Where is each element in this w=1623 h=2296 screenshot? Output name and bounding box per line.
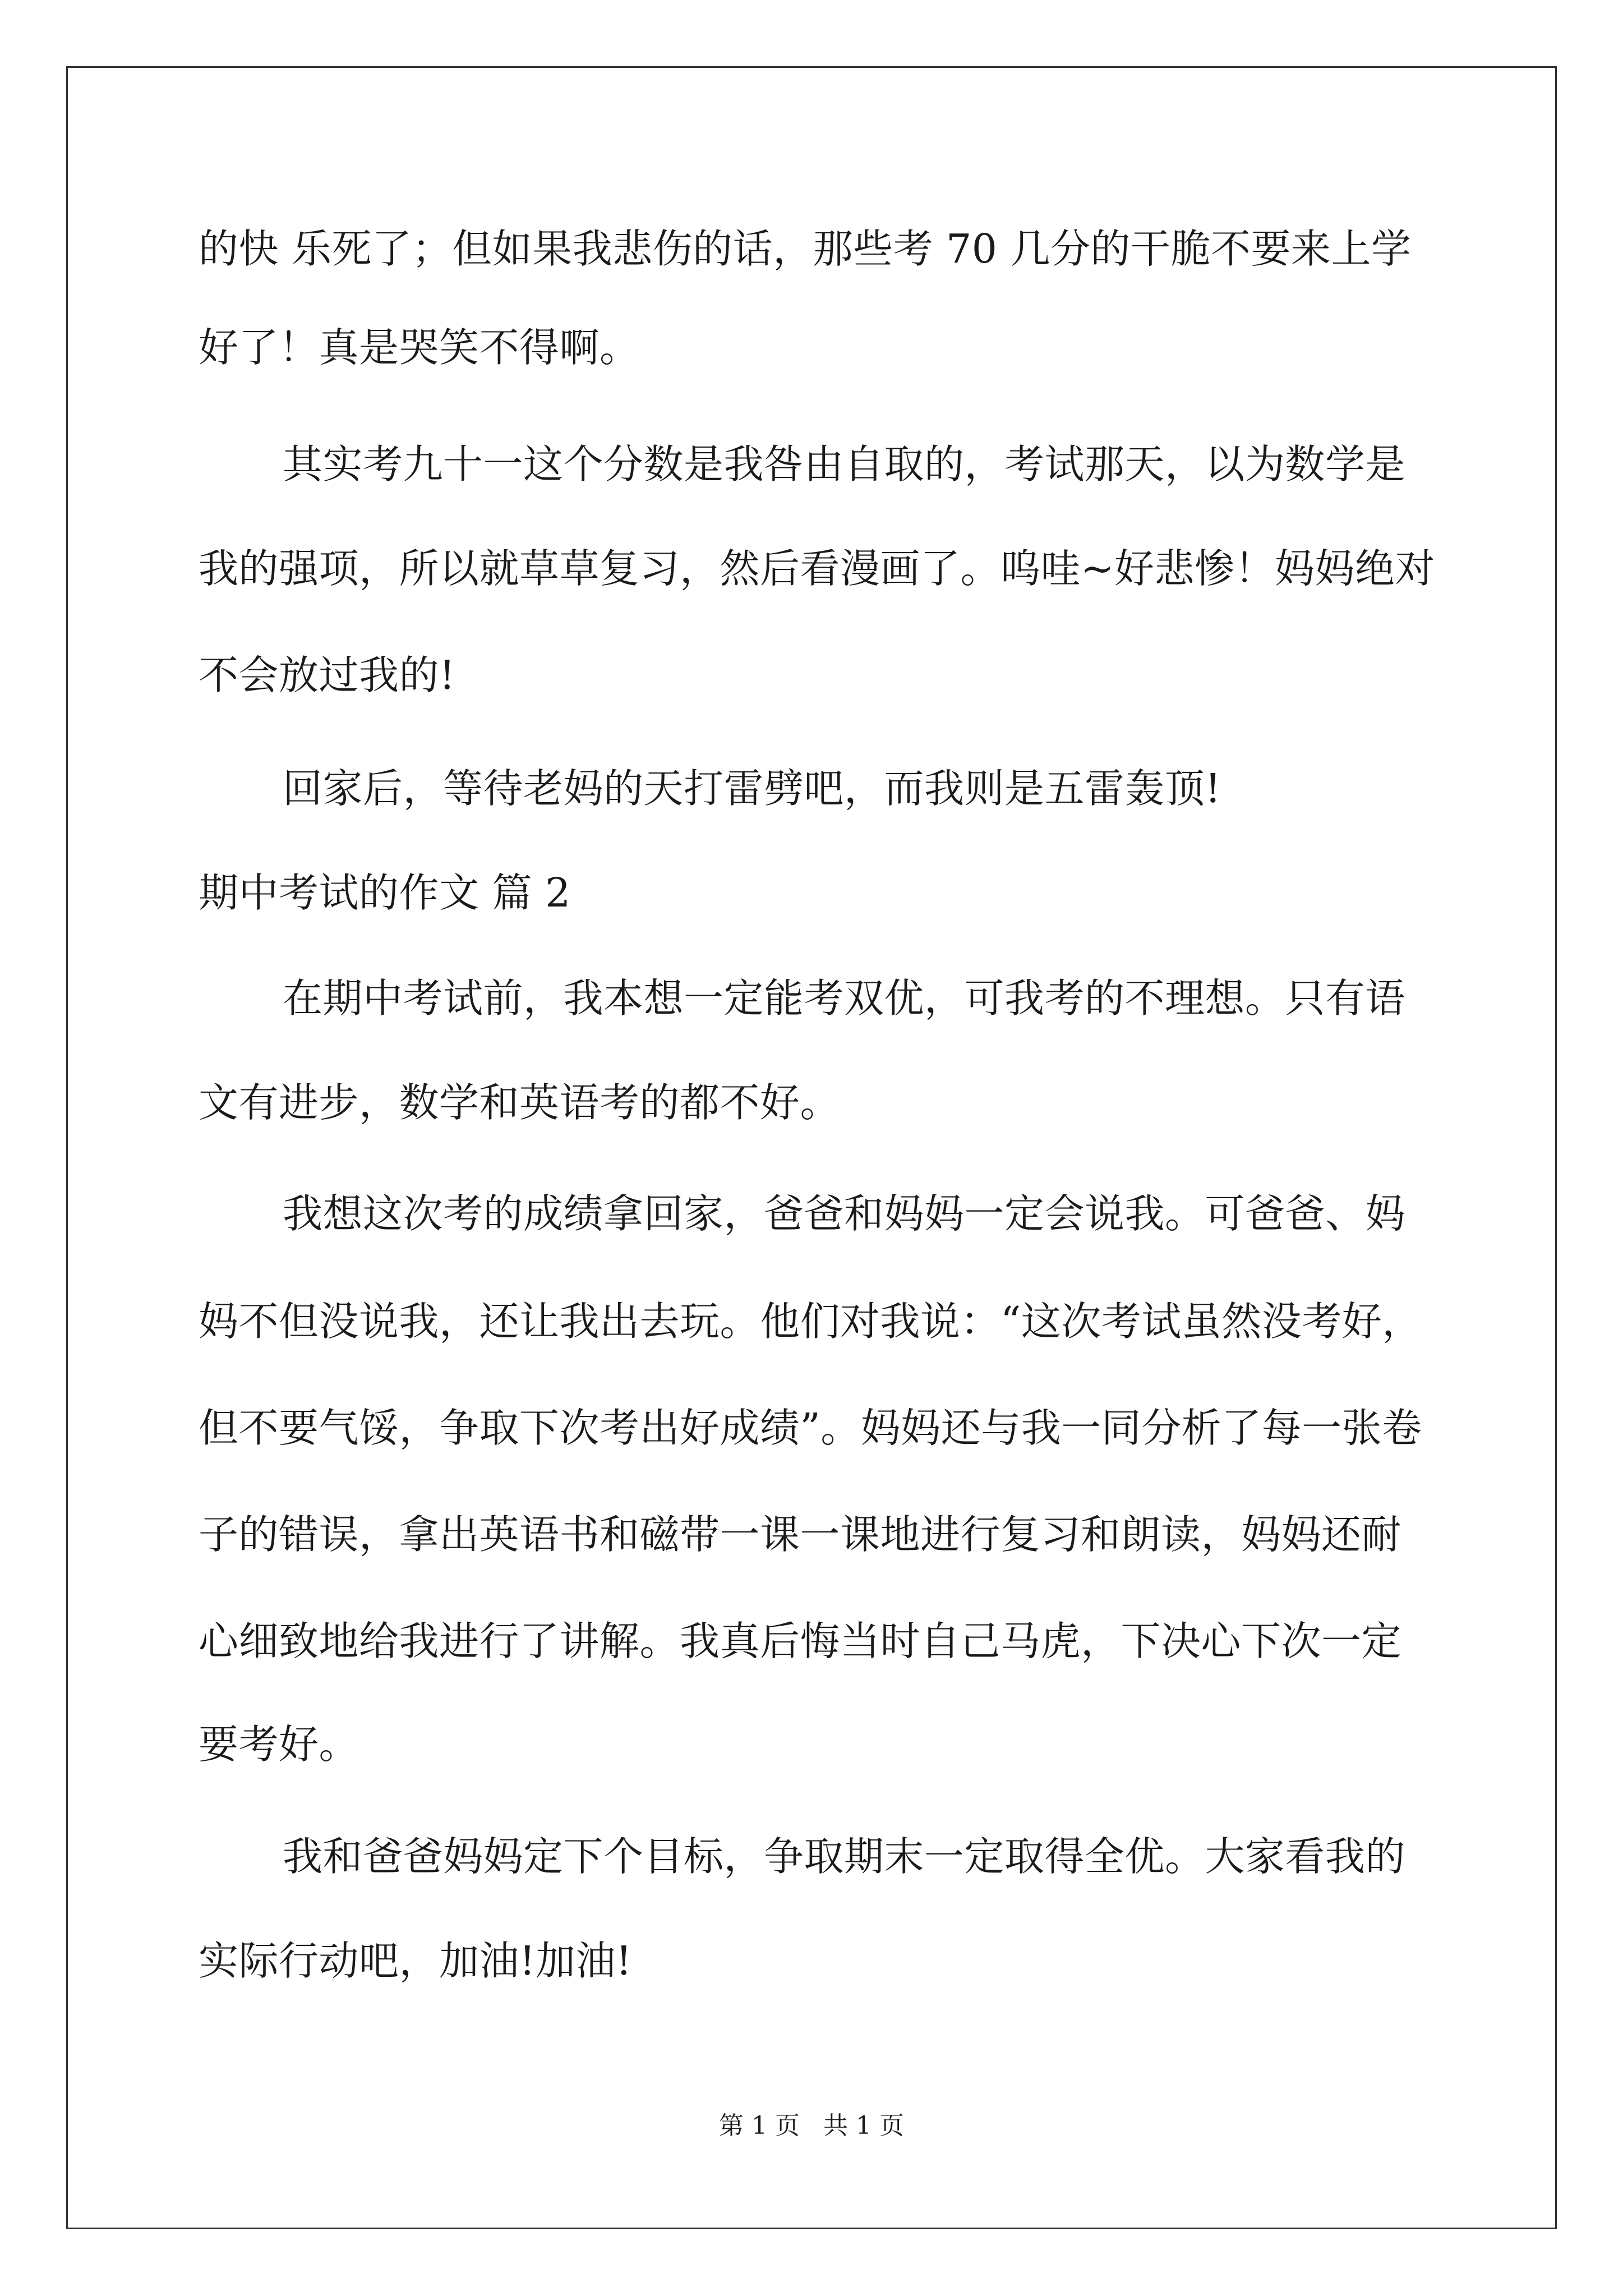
text-line: 要考好。 [199,1721,359,1768]
page-border [66,66,1557,2229]
paragraph-start-line: 其实考九十一这个分数是我咎由自取的，考试那天，以为数学是 [283,441,1406,487]
section-heading: 期中考试的作文 篇 2 [199,869,571,916]
text-line: 但不要气馁，争取下次考出好成绩”。妈妈还与我一同分析了每一张卷 [199,1405,1422,1451]
text-line: 子的错误，拿出英语书和磁带一课一课地进行复习和朗读，妈妈还耐 [199,1511,1402,1558]
text-line: 我的强项，所以就草草复习，然后看漫画了。呜哇~好悲惨！妈妈绝对 [199,545,1435,592]
paragraph-start-line: 回家后，等待老妈的天打雷劈吧，而我则是五雷轰顶! [283,765,1221,812]
text-line: 妈不但没说我，还让我出去玩。他们对我说：“这次考试虽然没考好， [199,1298,1422,1345]
page-footer: 第 1 页 共 1 页 [719,2111,904,2140]
paragraph-start-line: 我想这次考的成绩拿回家，爸爸和妈妈一定会说我。可爸爸、妈 [283,1190,1406,1237]
text-line: 实际行动吧，加油!加油! [199,1938,633,1984]
text-line: 好了！真是哭笑不得啊。 [199,324,640,371]
text-line: 的快 乐死了；但如果我悲伤的话，那些考 70 几分的干脆不要来上学 [199,226,1412,272]
text-line: 心细致地给我进行了讲解。我真后悔当时自己马虎，下决心下次一定 [199,1618,1402,1664]
text-line: 文有进步，数学和英语考的都不好。 [199,1079,841,1126]
text-line: 不会放过我的! [199,652,456,698]
paragraph-start-line: 在期中考试前，我本想一定能考双优，可我考的不理想。只有语 [283,975,1406,1022]
paragraph-start-line: 我和爸爸妈妈定下个目标，争取期末一定取得全优。大家看我的 [283,1833,1406,1880]
